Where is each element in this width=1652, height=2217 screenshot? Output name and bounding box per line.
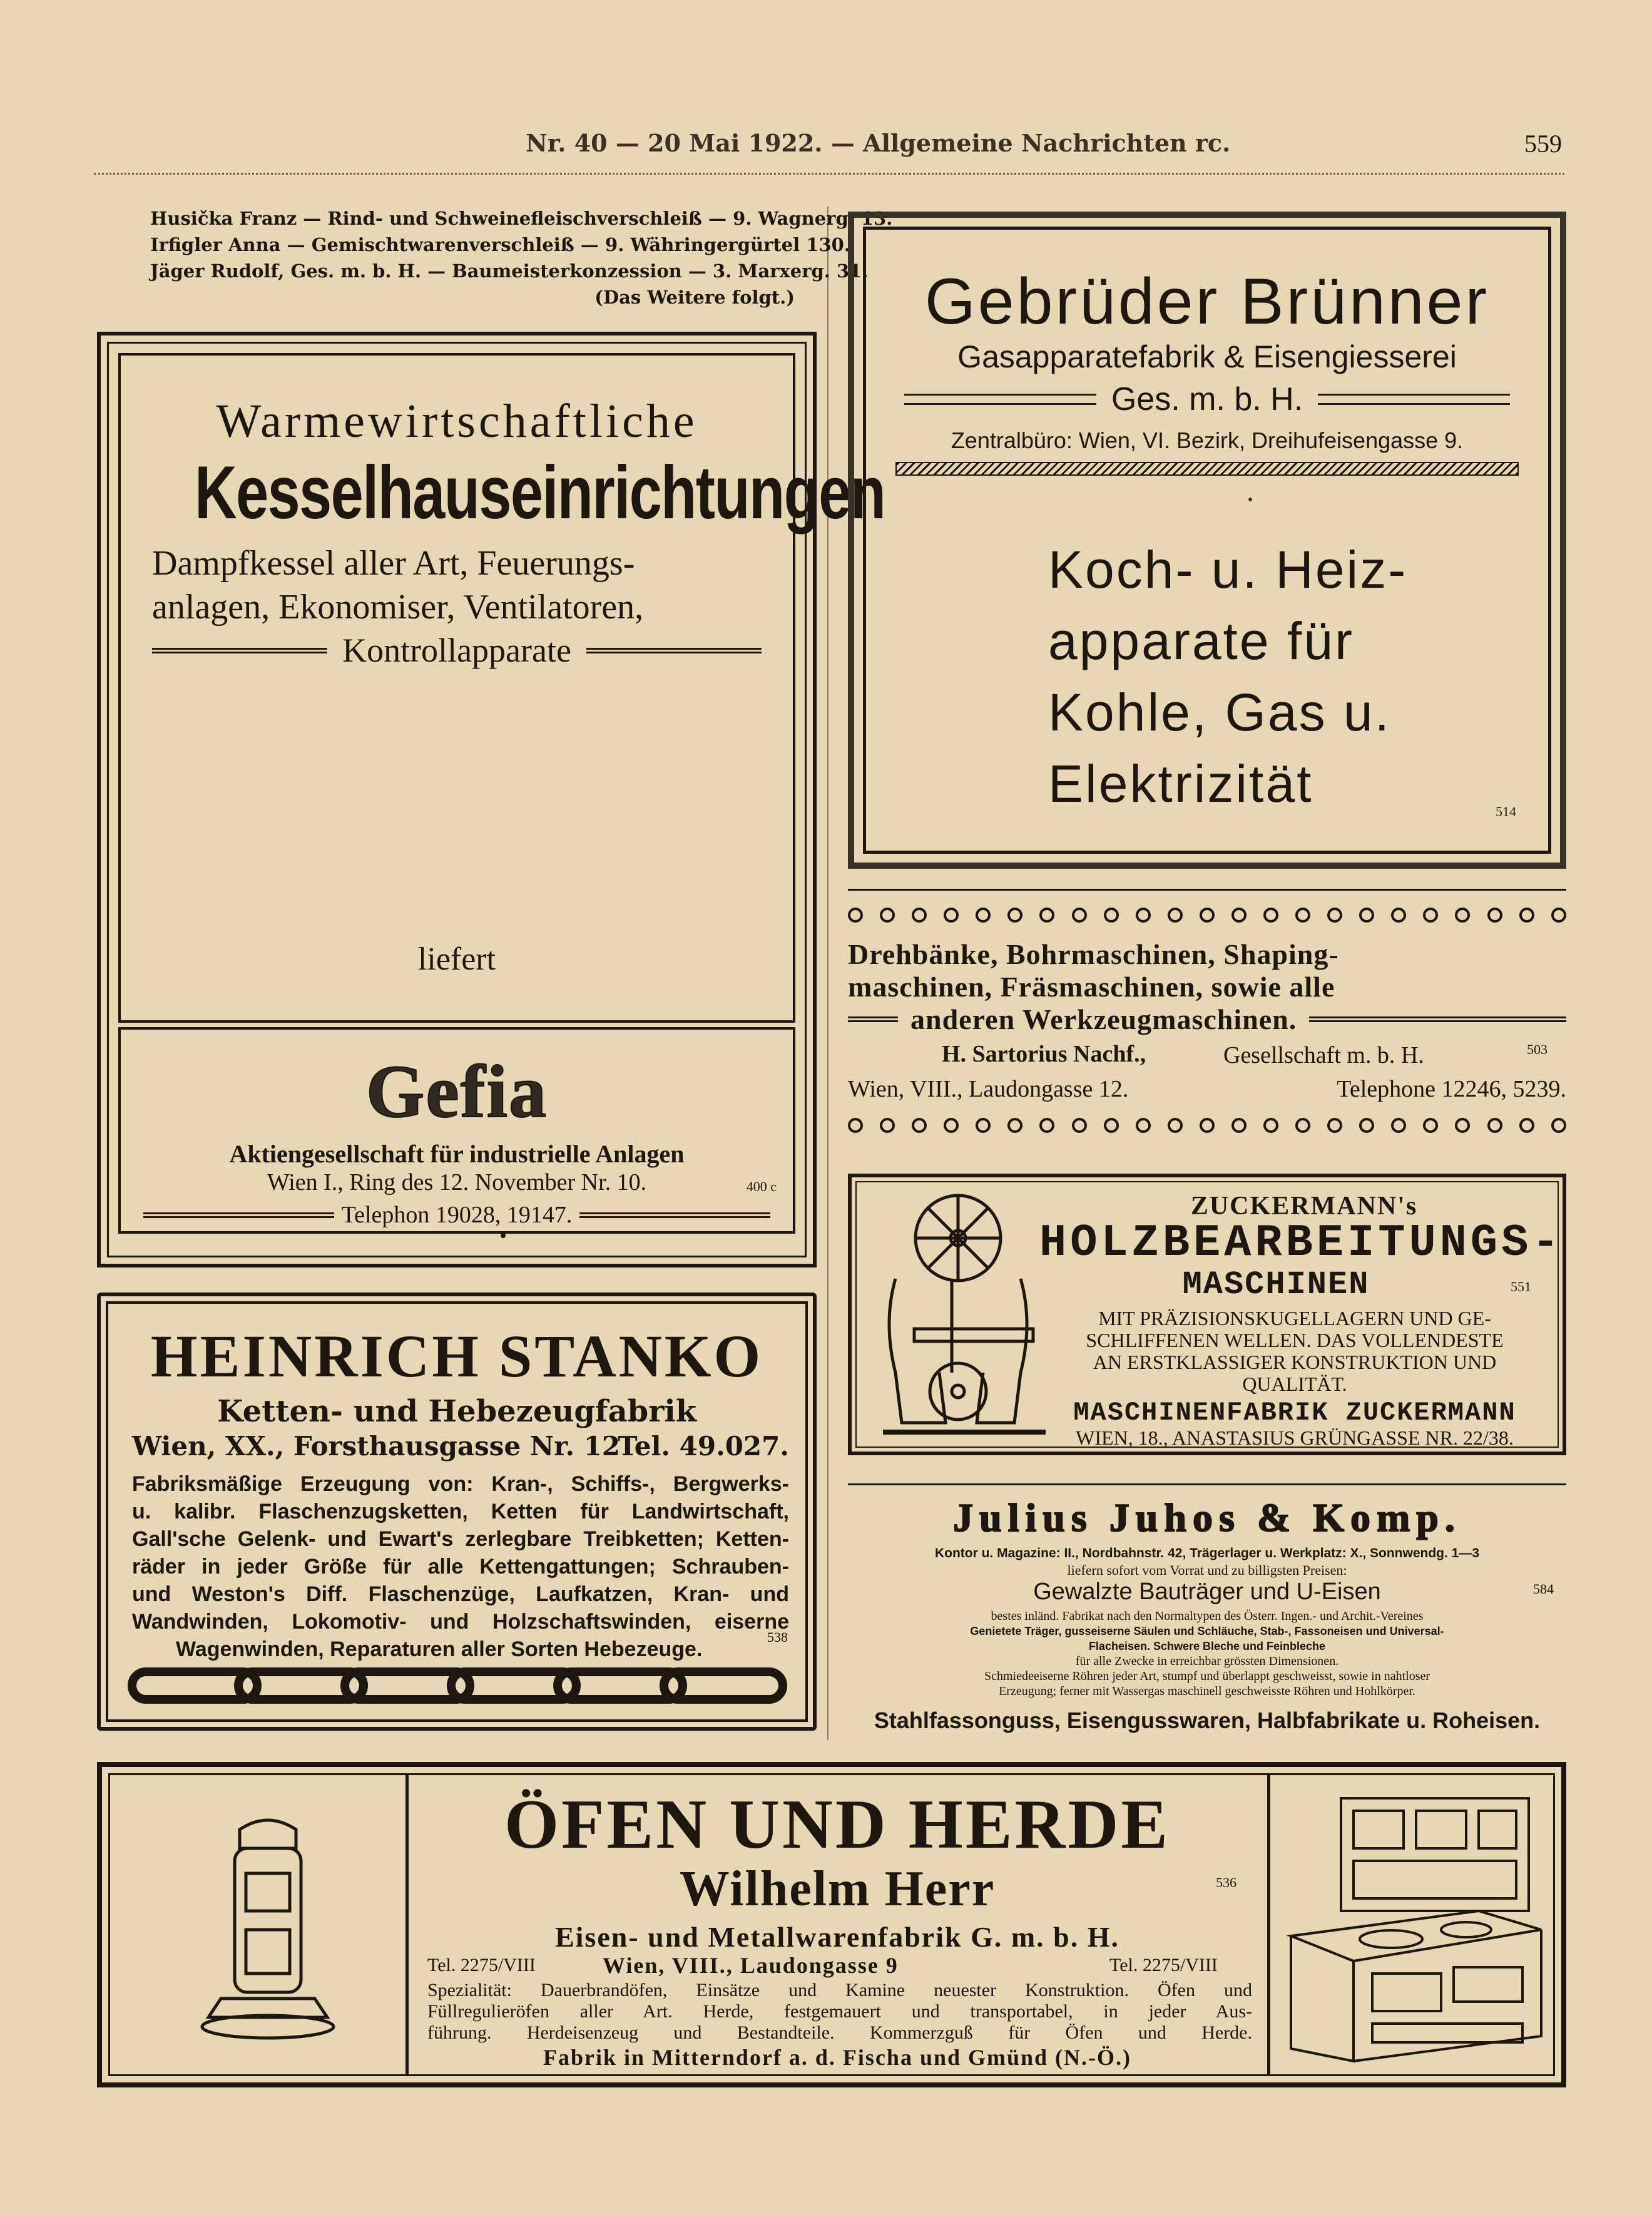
ad-herr-body: Spezialität: Dauerbrandöfen, Einsätze und Kamine neuester Konstruktion. Öfen und [427,1980,1252,2000]
border-circle [1168,908,1183,923]
ad-stanko-body: und Weston's Diff. Flaschenzüge, Laufkatzen, Kran- und [132,1582,789,1606]
ad-zuckermann-line2: HOLZBEARBEITUNGS- [1039,1217,1563,1269]
border-circle [1391,908,1406,923]
border-circle [1359,1118,1374,1133]
ad-juhos-footer: Stahlfassonguss, Eisengusswaren, Halbfabrikate u. Roheisen. [874,1708,1541,1733]
border-circle [1039,908,1054,923]
register-entry: Jäger Rudolf, Ges. m. b. H. — Baumeisterkonzession — 3. Marxerg. 31. [150,260,869,282]
border-circle [1359,908,1374,923]
border-circle [1519,1118,1534,1133]
ad-kesselhaus-body-last: Kontrollapparate [342,632,571,669]
border-circle [1231,1118,1247,1133]
ad-zuckermann-line1: ZUCKERMANN's [1190,1192,1418,1221]
ad-zuckermann-company: MASCHINENFABRIK ZUCKERMANN [1073,1398,1516,1428]
border-circle [1487,1118,1502,1133]
ad-stanko-body: u. kalibr. Flaschenzugsketten, Ketten für Landwirtschaft, [132,1500,789,1523]
ad-gefia [118,1027,795,1234]
ad-stanko-body: Fabriksmäßige Erzeugung von: Kran-, Schiffs-, Bergwerks- [132,1472,789,1496]
ad-bruenner-office: Zentralbüro: Wien, VI. Bezirk, Dreihufeisengasse 9. [951,428,1464,453]
border-circle [944,1118,959,1133]
ad-stanko-body: Gall'sche Gelenk- und Ewart's zerlegbare Treibketten; Ketten- [132,1527,789,1551]
circle-border [848,908,1566,923]
ad-bruenner-product: Koch- u. Heiz- [1048,540,1408,599]
border-circle [1263,1118,1278,1133]
border-circle [1136,908,1151,923]
border-circle [1423,1118,1438,1133]
border-circle [1423,908,1438,923]
kitchen-range-illustration [1278,1786,1554,2074]
ad-herr-body: führung. Herdeisenzeug und Bestandteile. Kommerzguß für Öfen und Herde. [427,2022,1252,2043]
ad-gefia-subtitle: Aktiengesellschaft für industrielle Anlagen [229,1140,685,1168]
ad-bruenner-subtitle: Gasapparatefabrik & Eisengiesserei [957,339,1457,374]
ad-stanko-name: HEINRICH STANKO [150,1323,763,1390]
ad-kesselhaus-supplies: liefert [417,941,496,977]
column-rule [827,207,829,1740]
border-circle [1551,1118,1566,1133]
register-entry: Irfigler Anna — Gemischtwarenverschleiß — 9. Währingergürtel 130. [150,234,850,255]
ad-herr-line2: Wilhelm Herr [679,1861,996,1917]
border-circle [1487,908,1502,923]
ad-herr-line3: Eisen- und Metallwarenfabrik G. m. b. H. [554,1921,1120,1953]
border-circle [1104,1118,1119,1133]
ad-stanko [97,1293,817,1731]
bandsaw-machine-illustration [870,1185,1058,1448]
ad-stanko-body: Wandwinden, Lokomotiv- und Holzschaftswinden, eiserne [132,1610,789,1634]
border-circle [1231,908,1247,923]
ad-gefia-address: Wien I., Ring des 12. November Nr. 10. [267,1169,647,1196]
header-rule [94,173,1564,175]
border-circle [912,1118,927,1133]
ad-juhos-headline: Gewalzte Bauträger und U-Eisen [1033,1579,1381,1605]
ad-sartorius-company: H. Sartorius Nachf., [942,1041,1146,1067]
ad-gefia-code: 400 c [746,1179,777,1194]
ad-juhos-name: Julius Juhos & Komp. [953,1495,1461,1540]
border-circle [1455,908,1470,923]
ad-zuckermann-code: 551 [1511,1279,1531,1294]
ad-bruenner [848,212,1566,869]
border-circle [880,1118,895,1133]
ad-zuckermann-feature: QUALITÄT. [1242,1373,1347,1395]
ad-herr [97,1762,1566,2087]
ad-juhos-detail: Flacheisen. Schwere Bleche und Feinbleche [1088,1640,1326,1652]
ad-gefia-name: Gefia [366,1050,548,1133]
running-header: Nr. 40 — 20 Mai 1922. — Allgemeine Nachrichten rc. [526,129,1231,157]
border-circle [1072,908,1087,923]
ad-herr-tel: Tel. 2275/VIII [427,1955,536,1975]
ad-gefia-phone: Telephon 19028, 19147. [341,1202,573,1228]
ad-stanko-tel: Tel. 49.027. [618,1431,789,1462]
border-circle [1391,1118,1406,1133]
border-circle [976,1118,991,1133]
border-circle [976,908,991,923]
ad-juhos-detail: für alle Zwecke in erreichbar grössten Dimensionen. [1075,1654,1339,1668]
ad-zuckermann-feature: MIT PRÄZISIONSKUGELLAGERN UND GE- [1098,1307,1491,1329]
ad-sartorius-company-form: Gesellschaft m. b. H. [1223,1042,1424,1068]
ad-herr-body: Füllregulieröfen aller Art. Herde, festgemauert und transportabel, in jeder Aus- [427,2001,1252,2022]
ad-herr-tel: Tel. 2275/VIII [1109,1955,1218,1975]
ad-kesselhaus-body: anlagen, Ekonomiser, Ventilatoren, [152,588,644,627]
border-circle [1200,1118,1215,1133]
border-circle [912,908,927,923]
ad-juhos-detail: bestes inländ. Fabrikat nach den Normaltypen des Österr. Ingen.- und Archit.-Vereines [991,1609,1424,1623]
ad-sartorius-line3: anderen Werkzeugmaschinen. [910,1003,1297,1035]
ad-sartorius-line2: maschinen, Fräsmaschinen, sowie alle [848,971,1335,1003]
border-circle [1104,908,1119,923]
stove-illustration [196,1811,340,2049]
ad-zuckermann-address: WIEN, 18., ANASTASIUS GRÜNGASSE NR. 22/38. [1076,1426,1514,1449]
paper-speck [501,1233,506,1238]
ad-stanko-body: räder in jeder Größe für alle Kettengattungen; Schrauben- [132,1555,789,1579]
ad-zuckermann-feature: AN ERSTKLASSIGER KONSTRUKTION UND [1093,1351,1497,1373]
ad-kesselhaus-body: Dampfkessel aller Art, Feuerungs- [152,544,635,583]
ad-bruenner-code: 514 [1496,804,1516,819]
border-circle [1519,908,1534,923]
border-circle [848,1118,863,1133]
ad-kesselhaus-line2: Kesselhauseinrichtungen [195,451,885,535]
ad-stanko-subtitle: Ketten- und Hebezeugfabrik [217,1394,697,1429]
border-circle [1295,1118,1310,1133]
border-circle [1007,1118,1022,1133]
ad-juhos-detail: Schmiedeeiserne Röhren jeder Art, stumpf und überlappt geschweisst, sowie in nahtloser [984,1669,1430,1683]
border-circle [1263,908,1278,923]
ad-herr-address: Wien, VIII., Laudongasse 9 [603,1953,899,1978]
ad-sartorius-code: 503 [1527,1042,1547,1057]
ad-bruenner-product: apparate für [1048,612,1354,670]
ad-herr-code: 536 [1216,1875,1236,1890]
border-circle [1200,908,1215,923]
ad-juhos [848,1483,1566,1740]
ad-zuckermann-line3: MASCHINEN [1182,1266,1370,1303]
border-circle [848,908,863,923]
ad-herr-factory: Fabrik in Mitterndorf a. d. Fischa und Gmünd (N.-Ö.) [543,2045,1132,2070]
chain-illustration [126,1659,789,1709]
register-continued: (Das Weitere folgt.) [594,287,795,308]
page-number: 559 [1524,130,1562,158]
ad-sartorius-line1: Drehbänke, Bohrmaschinen, Shaping- [848,938,1339,970]
border-circle [1327,1118,1342,1133]
ad-bruenner-product: Elektrizität [1048,754,1313,813]
ad-stanko-code: 538 [767,1629,788,1645]
ad-bruenner-product: Kohle, Gas u. [1048,683,1391,742]
ad-stanko-body-last: Wagenwinden, Reparaturen aller Sorten Hebezeuge. [176,1637,703,1661]
ad-juhos-detail: Genietete Träger, gusseiserne Säulen und Schläuche, Stab-, Fassoneisen und Universal- [970,1625,1444,1637]
ad-sartorius [848,889,1566,1145]
ad-bruenner-form: Ges. m. b. H. [1111,381,1303,417]
border-circle [1551,908,1566,923]
border-circle [1168,1118,1183,1133]
ad-zuckermann-feature: SCHLIFFENEN WELLEN. DAS VOLLENDESTE [1086,1329,1504,1351]
register-entry: Husička Franz — Rind- und Schweinefleischverschleiß — 9. Wagnerg. 13. [150,208,893,229]
register-list [150,205,893,310]
border-circle [1455,1118,1470,1133]
border-circle [880,908,895,923]
ad-juhos-detail: Erzeugung; ferner mit Wassergas maschinell geschweisste Röhren und Hohlkörper. [999,1684,1415,1698]
border-circle [1327,908,1342,923]
paper-speck [1248,498,1252,501]
hatched-band [895,462,1519,476]
ad-juhos-code: 584 [1533,1581,1554,1597]
circle-border [848,1118,1566,1133]
ad-bruenner-name: Gebrüder Brünner [924,265,1490,338]
ad-stanko-address: Wien, XX., Forsthausgasse Nr. 12 [132,1431,621,1462]
border-circle [1039,1118,1054,1133]
ad-kesselhaus [97,332,885,1267]
ad-juhos-delivery: liefern sofort vom Vorrat und zu billigsten Preisen: [1067,1562,1347,1578]
border-circle [944,908,959,923]
border-circle [1072,1118,1087,1133]
ad-sartorius-phone: Telephone 12246, 5239. [1337,1076,1566,1102]
ad-herr-line1: ÖFEN UND HERDE [504,1786,1171,1863]
ad-zuckermann [848,1174,1566,1455]
border-circle [1136,1118,1151,1133]
ad-sartorius-address: Wien, VIII., Laudongasse 12. [848,1076,1129,1102]
ad-kesselhaus-line1: Warmewirtschaftliche [216,395,698,448]
border-circle [1295,908,1310,923]
ad-juhos-offices: Kontor u. Magazine: II., Nordbahnstr. 42, Trägerlager u. Werkplatz: X., Sonnwendg. 1—3 [934,1546,1480,1560]
border-circle [1007,908,1022,923]
